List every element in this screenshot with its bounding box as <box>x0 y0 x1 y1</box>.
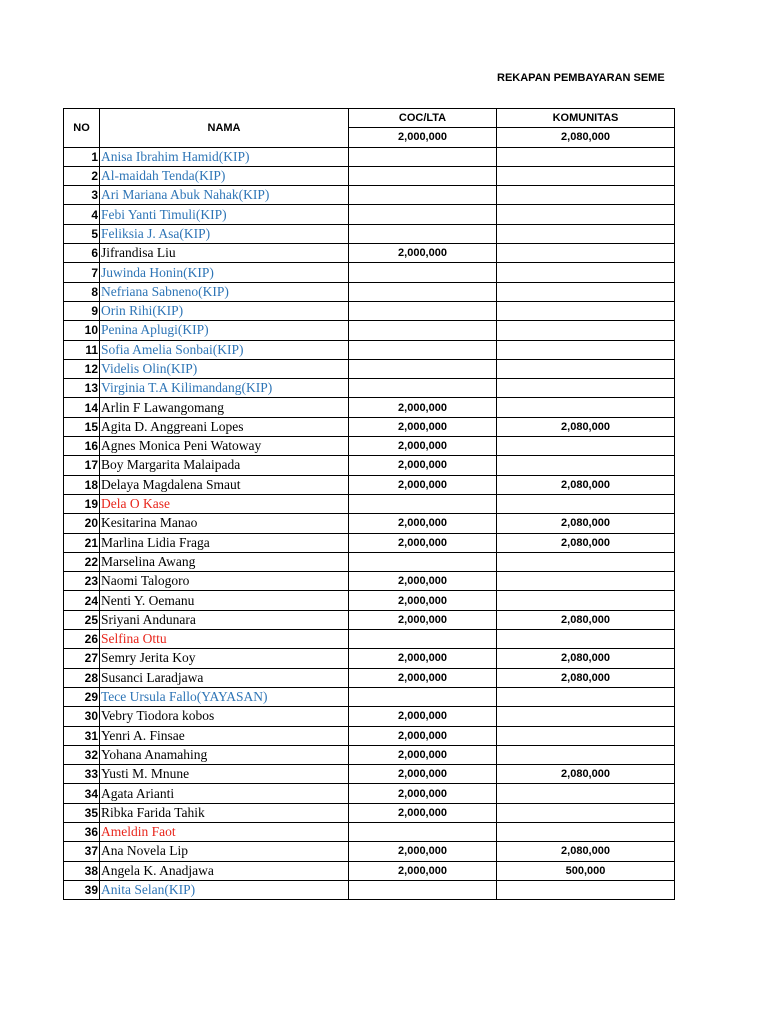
sheet-title: REKAPAN PEMBAYARAN SEME <box>497 72 665 84</box>
row-no[interactable]: 28 <box>64 668 100 687</box>
table-row <box>64 784 675 803</box>
row-coc[interactable] <box>349 301 497 320</box>
row-nama[interactable]: Semry Jerita Koy <box>100 649 349 668</box>
row-nama[interactable]: Ribka Farida Tahik <box>100 803 349 822</box>
row-nama[interactable]: Angela K. Anadjawa <box>100 861 349 880</box>
row-no[interactable]: 12 <box>64 359 100 378</box>
row-nama[interactable]: Delaya Magdalena Smaut <box>100 475 349 494</box>
row-no[interactable]: 21 <box>64 533 100 552</box>
row-coc[interactable]: 2,000,000 <box>349 417 497 436</box>
row-komunitas[interactable] <box>497 147 675 166</box>
row-komunitas[interactable] <box>497 282 675 301</box>
row-no[interactable]: 7 <box>64 263 100 282</box>
row-no[interactable]: 4 <box>64 205 100 224</box>
row-coc[interactable] <box>349 321 497 340</box>
row-nama[interactable]: Virginia T.A Kilimandang(KIP) <box>100 379 349 398</box>
row-no[interactable]: 35 <box>64 803 100 822</box>
table-row <box>64 494 675 513</box>
row-coc[interactable] <box>349 205 497 224</box>
table-row <box>64 359 675 378</box>
row-komunitas[interactable] <box>497 552 675 571</box>
table-row <box>64 244 675 263</box>
row-coc[interactable] <box>349 359 497 378</box>
row-komunitas[interactable] <box>497 745 675 764</box>
row-komunitas[interactable] <box>497 244 675 263</box>
row-nama[interactable]: Marlina Lidia Fraga <box>100 533 349 552</box>
header-coc-amount[interactable]: 2,000,000 <box>349 128 497 147</box>
row-nama[interactable]: Dela O Kase <box>100 494 349 513</box>
row-coc[interactable]: 2,000,000 <box>349 842 497 861</box>
table-row <box>64 591 675 610</box>
row-coc[interactable]: 2,000,000 <box>349 745 497 764</box>
row-coc[interactable] <box>349 379 497 398</box>
row-no[interactable]: 27 <box>64 649 100 668</box>
row-no[interactable]: 22 <box>64 552 100 571</box>
row-komunitas[interactable] <box>497 224 675 243</box>
row-coc[interactable]: 2,000,000 <box>349 398 497 417</box>
table-row <box>64 842 675 861</box>
row-komunitas[interactable] <box>497 456 675 475</box>
row-no[interactable]: 14 <box>64 398 100 417</box>
table-body <box>64 147 675 900</box>
row-komunitas[interactable] <box>497 398 675 417</box>
row-no[interactable]: 31 <box>64 726 100 745</box>
row-no[interactable]: 6 <box>64 244 100 263</box>
row-komunitas[interactable]: 2,080,000 <box>497 475 675 494</box>
table-row <box>64 745 675 764</box>
table-row <box>64 707 675 726</box>
row-coc[interactable] <box>349 166 497 185</box>
row-coc[interactable] <box>349 224 497 243</box>
row-komunitas[interactable]: 2,080,000 <box>497 610 675 629</box>
table-row <box>64 263 675 282</box>
row-coc[interactable] <box>349 147 497 166</box>
row-komunitas[interactable] <box>497 726 675 745</box>
row-komunitas[interactable] <box>497 340 675 359</box>
header-nama[interactable]: NAMA <box>100 109 349 148</box>
row-no[interactable]: 1 <box>64 147 100 166</box>
table-row <box>64 166 675 185</box>
row-nama[interactable]: Agnes Monica Peni Watoway <box>100 437 349 456</box>
row-nama[interactable]: Arlin F Lawangomang <box>100 398 349 417</box>
table-row <box>64 803 675 822</box>
row-nama[interactable]: Ameldin Faot <box>100 822 349 841</box>
row-coc[interactable] <box>349 822 497 841</box>
row-nama[interactable]: Nenti Y. Oemanu <box>100 591 349 610</box>
table-row <box>64 514 675 533</box>
table-row <box>64 552 675 571</box>
header-no[interactable]: NO <box>64 109 100 148</box>
row-coc[interactable]: 2,000,000 <box>349 514 497 533</box>
row-coc[interactable]: 2,000,000 <box>349 591 497 610</box>
row-komunitas[interactable] <box>497 591 675 610</box>
row-coc[interactable]: 2,000,000 <box>349 765 497 784</box>
row-no[interactable]: 15 <box>64 417 100 436</box>
table-row <box>64 649 675 668</box>
row-komunitas[interactable] <box>497 301 675 320</box>
row-no[interactable]: 34 <box>64 784 100 803</box>
row-komunitas[interactable] <box>497 803 675 822</box>
row-komunitas[interactable] <box>497 784 675 803</box>
row-nama[interactable]: Penina Aplugi(KIP) <box>100 321 349 340</box>
row-komunitas[interactable]: 2,080,000 <box>497 514 675 533</box>
row-coc[interactable]: 2,000,000 <box>349 437 497 456</box>
row-no[interactable]: 23 <box>64 572 100 591</box>
row-coc[interactable]: 2,000,000 <box>349 475 497 494</box>
table-row <box>64 282 675 301</box>
row-nama[interactable]: Nefriana Sabneno(KIP) <box>100 282 349 301</box>
row-coc[interactable]: 2,000,000 <box>349 668 497 687</box>
row-coc[interactable]: 2,000,000 <box>349 861 497 880</box>
row-coc[interactable]: 2,000,000 <box>349 803 497 822</box>
row-nama[interactable]: Juwinda Honin(KIP) <box>100 263 349 282</box>
row-nama[interactable]: Naomi Talogoro <box>100 572 349 591</box>
row-coc[interactable]: 2,000,000 <box>349 244 497 263</box>
row-coc[interactable] <box>349 282 497 301</box>
row-nama[interactable]: Agata Arianti <box>100 784 349 803</box>
row-nama[interactable]: Sofia Amelia Sonbai(KIP) <box>100 340 349 359</box>
row-coc[interactable]: 2,000,000 <box>349 456 497 475</box>
table-row <box>64 610 675 629</box>
row-coc[interactable]: 2,000,000 <box>349 784 497 803</box>
row-coc[interactable]: 2,000,000 <box>349 726 497 745</box>
row-no[interactable]: 24 <box>64 591 100 610</box>
row-no[interactable]: 19 <box>64 494 100 513</box>
row-no[interactable]: 5 <box>64 224 100 243</box>
row-coc[interactable] <box>349 186 497 205</box>
row-nama[interactable]: Jifrandisa Liu <box>100 244 349 263</box>
row-nama[interactable]: Marselina Awang <box>100 552 349 571</box>
row-no[interactable]: 37 <box>64 842 100 861</box>
row-nama[interactable]: Al-maidah Tenda(KIP) <box>100 166 349 185</box>
row-no[interactable]: 11 <box>64 340 100 359</box>
row-komunitas[interactable]: 2,080,000 <box>497 842 675 861</box>
table-row <box>64 340 675 359</box>
table-row <box>64 880 675 899</box>
row-komunitas[interactable] <box>497 359 675 378</box>
row-no[interactable]: 25 <box>64 610 100 629</box>
row-komunitas[interactable]: 2,080,000 <box>497 765 675 784</box>
row-no[interactable]: 39 <box>64 880 100 899</box>
table-row <box>64 205 675 224</box>
row-no[interactable]: 29 <box>64 687 100 706</box>
table-row <box>64 630 675 649</box>
table-row <box>64 398 675 417</box>
row-nama[interactable]: Yenri A. Finsae <box>100 726 349 745</box>
row-komunitas[interactable]: 2,080,000 <box>497 668 675 687</box>
row-nama[interactable]: Videlis Olin(KIP) <box>100 359 349 378</box>
row-nama[interactable]: Yusti M. Mnune <box>100 765 349 784</box>
row-komunitas[interactable] <box>497 263 675 282</box>
row-coc[interactable] <box>349 340 497 359</box>
row-coc[interactable] <box>349 880 497 899</box>
row-no[interactable]: 20 <box>64 514 100 533</box>
row-no[interactable]: 2 <box>64 166 100 185</box>
row-komunitas[interactable]: 500,000 <box>497 861 675 880</box>
table-row <box>64 572 675 591</box>
row-no[interactable]: 17 <box>64 456 100 475</box>
row-coc[interactable] <box>349 494 497 513</box>
table-row <box>64 456 675 475</box>
table-row <box>64 321 675 340</box>
row-no[interactable]: 32 <box>64 745 100 764</box>
table-row <box>64 186 675 205</box>
table-row <box>64 687 675 706</box>
row-coc[interactable] <box>349 687 497 706</box>
row-komunitas[interactable] <box>497 437 675 456</box>
row-komunitas[interactable] <box>497 186 675 205</box>
table-row <box>64 379 675 398</box>
row-komunitas[interactable]: 2,080,000 <box>497 417 675 436</box>
row-nama[interactable]: Selfina Ottu <box>100 630 349 649</box>
row-no[interactable]: 30 <box>64 707 100 726</box>
row-nama[interactable]: Vebry Tiodora kobos <box>100 707 349 726</box>
row-coc[interactable]: 2,000,000 <box>349 707 497 726</box>
row-coc[interactable]: 2,000,000 <box>349 572 497 591</box>
table-row <box>64 417 675 436</box>
row-coc[interactable] <box>349 552 497 571</box>
row-nama[interactable]: Feliksia J. Asa(KIP) <box>100 224 349 243</box>
header-komunitas[interactable]: KOMUNITAS <box>497 109 675 128</box>
table-row <box>64 765 675 784</box>
row-coc[interactable] <box>349 630 497 649</box>
table-row <box>64 147 675 166</box>
row-no[interactable]: 16 <box>64 437 100 456</box>
row-no[interactable]: 38 <box>64 861 100 880</box>
row-no[interactable]: 18 <box>64 475 100 494</box>
row-coc[interactable]: 2,000,000 <box>349 649 497 668</box>
row-komunitas[interactable]: 2,080,000 <box>497 649 675 668</box>
row-nama[interactable]: Agita D. Anggreani Lopes <box>100 417 349 436</box>
row-no[interactable]: 36 <box>64 822 100 841</box>
table-row <box>64 224 675 243</box>
table-row <box>64 726 675 745</box>
table-row <box>64 437 675 456</box>
table-row <box>64 301 675 320</box>
row-coc[interactable]: 2,000,000 <box>349 610 497 629</box>
row-no[interactable]: 9 <box>64 301 100 320</box>
row-nama[interactable]: Febi Yanti Timuli(KIP) <box>100 205 349 224</box>
row-komunitas[interactable] <box>497 379 675 398</box>
row-komunitas[interactable] <box>497 822 675 841</box>
row-komunitas[interactable]: 2,080,000 <box>497 533 675 552</box>
row-nama[interactable]: Orin Rihi(KIP) <box>100 301 349 320</box>
table-row <box>64 668 675 687</box>
table-row <box>64 861 675 880</box>
row-no[interactable]: 3 <box>64 186 100 205</box>
row-coc[interactable] <box>349 263 497 282</box>
row-komunitas[interactable] <box>497 880 675 899</box>
row-coc[interactable]: 2,000,000 <box>349 533 497 552</box>
row-nama[interactable]: Yohana Anamahing <box>100 745 349 764</box>
row-nama[interactable]: Ari Mariana Abuk Nahak(KIP) <box>100 186 349 205</box>
table-row <box>64 822 675 841</box>
row-no[interactable]: 26 <box>64 630 100 649</box>
row-nama[interactable]: Kesitarina Manao <box>100 514 349 533</box>
row-no[interactable]: 8 <box>64 282 100 301</box>
row-nama[interactable]: Sriyani Andunara <box>100 610 349 629</box>
row-nama[interactable]: Tece Ursula Fallo(YAYASAN) <box>100 687 349 706</box>
row-nama[interactable]: Anisa Ibrahim Hamid(KIP) <box>100 147 349 166</box>
row-komunitas[interactable] <box>497 707 675 726</box>
table-row <box>64 533 675 552</box>
row-no[interactable]: 33 <box>64 765 100 784</box>
row-komunitas[interactable] <box>497 166 675 185</box>
row-komunitas[interactable] <box>497 687 675 706</box>
row-nama[interactable]: Ana Novela Lip <box>100 842 349 861</box>
row-komunitas[interactable] <box>497 630 675 649</box>
table-row <box>64 475 675 494</box>
row-komunitas[interactable] <box>497 494 675 513</box>
header-komunitas-amount[interactable]: 2,080,000 <box>497 128 675 147</box>
row-komunitas[interactable] <box>497 572 675 591</box>
row-nama[interactable]: Anita Selan(KIP) <box>100 880 349 899</box>
payment-table <box>63 108 675 900</box>
row-no[interactable]: 13 <box>64 379 100 398</box>
header-coc[interactable]: COC/LTA <box>349 109 497 128</box>
row-no[interactable]: 10 <box>64 321 100 340</box>
row-komunitas[interactable] <box>497 321 675 340</box>
row-nama[interactable]: Boy Margarita Malaipada <box>100 456 349 475</box>
row-komunitas[interactable] <box>497 205 675 224</box>
row-nama[interactable]: Susanci Laradjawa <box>100 668 349 687</box>
